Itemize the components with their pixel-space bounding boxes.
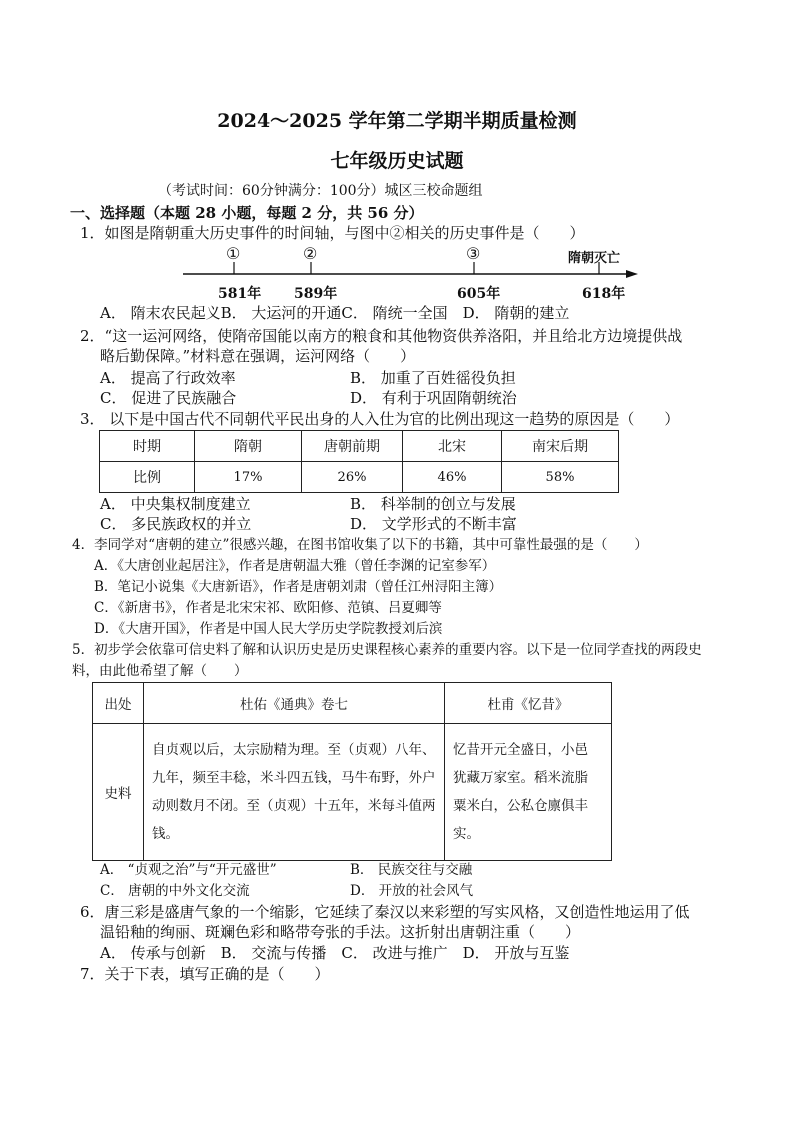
- q2-option-d: D． 有利于巩固隋朝统治: [350, 389, 517, 407]
- q2-option-a: A． 提高了行政效率: [100, 369, 236, 387]
- table-cell: 忆昔开元全盛日，小邑犹藏万家室。稻米流脂粟米白，公私仓廪俱丰实。: [445, 724, 612, 861]
- q2-option-c: C． 促进了民族融合: [100, 389, 237, 407]
- q5-stem-line2: 料，由此他希望了解（ ）: [72, 663, 248, 679]
- table-cell: 隋朝: [195, 431, 302, 462]
- table-cell: 南宋后期: [502, 431, 619, 462]
- q3-option-b: B． 科举制的创立与发展: [350, 495, 516, 513]
- table-cell: 杜佑《通典》卷七: [144, 683, 445, 724]
- timeline-year-2: 589年: [294, 286, 338, 302]
- exam-title: 2024～2025 学年第二学期半期质量检测: [217, 110, 577, 132]
- exam-info: （考试时间：60分钟满分：100分）城区三校命题组: [158, 183, 483, 199]
- q3-option-d: D． 文学形式的不断丰富: [350, 515, 517, 533]
- table-row: [93, 724, 612, 861]
- timeline-mark-2: ②: [303, 244, 318, 263]
- q5-stem-line1: 5．初步学会依靠可信史料了解和认识历史是历史课程核心素养的重要内容。以下是一位同学查找的两段史: [72, 642, 702, 658]
- table-cell: 出处: [93, 683, 144, 724]
- q3-stem: 3． 以下是中国古代不同朝代平民出身的人入仕为官的比例出现这一趋势的原因是（ ）: [80, 410, 680, 428]
- q5-option-b: B． 民族交往与交融: [350, 862, 473, 878]
- q1-stem: 1．如图是隋朝重大历史事件的时间轴，与图中②相关的历史事件是（ ）: [80, 224, 585, 242]
- q3-table: [99, 430, 619, 493]
- timeline-year-4: 618年: [582, 286, 626, 302]
- timeline-year-3: 605年: [457, 286, 501, 302]
- timeline-mark-4: 隋朝灭亡: [568, 251, 621, 266]
- q3-option-a: A． 中央集权制度建立: [100, 495, 251, 513]
- q5-option-c: C． 唐朝的中外文化交流: [100, 883, 250, 899]
- q7-stem: 7．关于下表，填写正确的是（ ）: [80, 965, 330, 983]
- timeline-mark-1: ①: [226, 244, 241, 263]
- table-cell: 唐朝前期: [302, 431, 403, 462]
- q4-stem: 4．李同学对“唐朝的建立”很感兴趣，在图书馆收集了以下的书籍，其中可靠性最强的是（ ）: [72, 537, 648, 553]
- q6-stem-line1: 6．唐三彩是盛唐气象的一个缩影，它延续了秦汉以来彩塑的写实风格，又创造性地运用了低: [80, 903, 690, 921]
- table-row: [93, 683, 612, 724]
- table-cell: 17%: [195, 462, 302, 493]
- section-heading: 一、选择题（本题 28 小题，每题 2 分，共 56 分）: [70, 204, 424, 222]
- q5-option-d: D． 开放的社会风气: [350, 883, 474, 899]
- table-cell: 时期: [100, 431, 195, 462]
- q3-option-c: C． 多民族政权的并立: [100, 515, 252, 533]
- q2-stem-line2: 略后勤保障。”材料意在强调，运河网络（ ）: [100, 347, 416, 365]
- table-cell: 26%: [302, 462, 403, 493]
- q6-stem-line2: 温铅釉的绚丽、斑斓色彩和略带夸张的手法。这折射出唐朝注重（ ）: [100, 923, 581, 941]
- timeline-year-1: 581年: [218, 286, 262, 302]
- exam-subtitle: 七年级历史试题: [330, 150, 464, 172]
- timeline-mark-3: ③: [466, 244, 481, 263]
- table-cell: 北宋: [403, 431, 502, 462]
- q5-table: [92, 682, 612, 861]
- table-cell: 58%: [502, 462, 619, 493]
- table-cell: 自贞观以后，太宗励精为理。至（贞观）八年、九年，频至丰稔，米斗四五钱，马牛布野，外户动则数月不闭。至（贞观）十五年，米每斗值两钱。: [144, 724, 445, 861]
- q1-options: A． 隋末农民起义B． 大运河的开通C． 隋统一全国 D． 隋朝的建立: [100, 304, 570, 322]
- table-cell: 杜甫《忆昔》: [445, 683, 612, 724]
- q2-option-b: B． 加重了百姓徭役负担: [350, 369, 516, 387]
- table-cell: 史料: [93, 724, 144, 861]
- table-cell: 比例: [100, 462, 195, 493]
- q6-options: A． 传承与创新 B． 交流与传播 C． 改进与推广 D． 开放与互鉴: [100, 944, 570, 962]
- table-cell: 46%: [403, 462, 502, 493]
- q2-stem-line1: 2．“这一运河网络，使隋帝国能以南方的粮食和其他物资供养洛阳，并且给北方边境提供战: [80, 327, 683, 345]
- q4-option-a: A．《大唐创业起居注》，作者是唐朝温大雅（曾任李渊的记室参军）: [94, 558, 496, 574]
- q4-option-d: D．《大唐开国》，作者是中国人民大学历史学院教授刘后滨: [94, 621, 443, 637]
- table-row: [100, 462, 619, 493]
- q4-option-c: C．《新唐书》，作者是北宋宋祁、欧阳修、范镇、吕夏卿等: [94, 600, 442, 616]
- q4-option-b: B．笔记小说集《大唐新语》，作者是唐朝刘肃（曾任江州浔阳主簿）: [94, 579, 503, 595]
- q5-option-a: A． “贞观之治”与“开元盛世”: [100, 862, 277, 878]
- table-row: [100, 431, 619, 462]
